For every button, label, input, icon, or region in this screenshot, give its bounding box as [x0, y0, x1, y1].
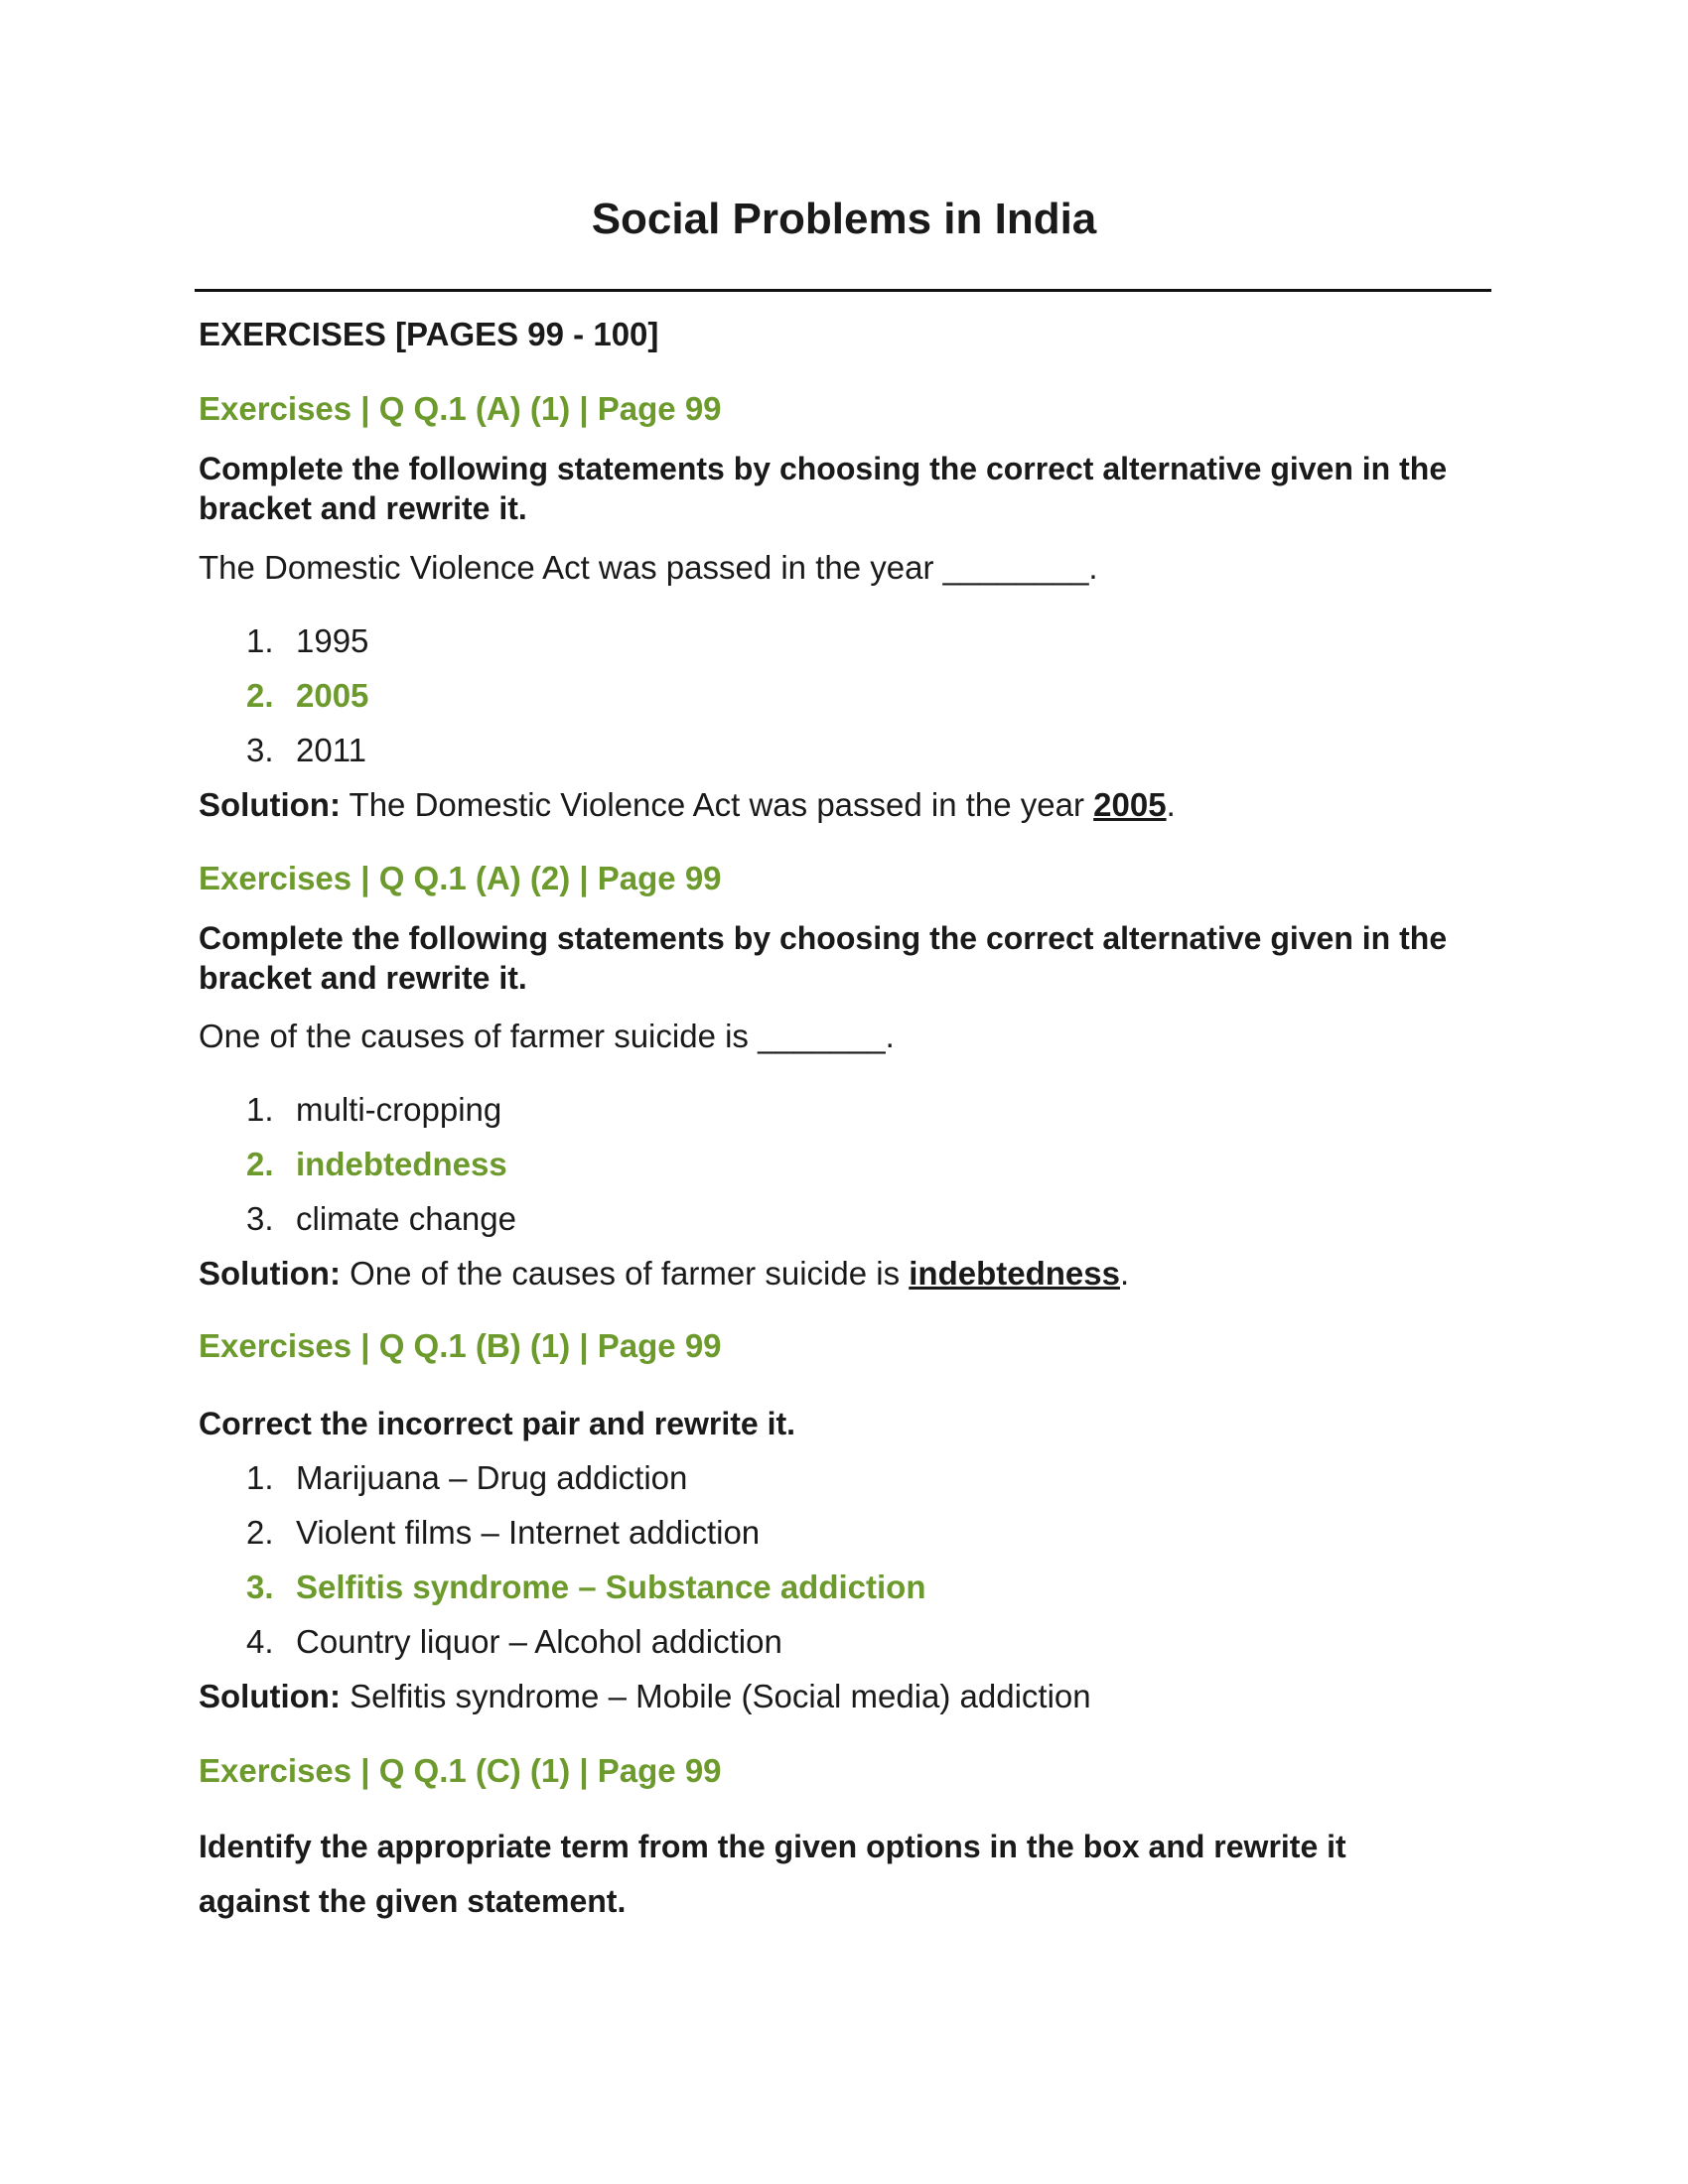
solution-answer: indebtedness	[909, 1255, 1120, 1292]
solution	[199, 1678, 1091, 1715]
option-number: 1.	[246, 1091, 274, 1128]
solution-end: .	[1166, 786, 1176, 823]
option-number: 1.	[246, 622, 274, 659]
solution-text: Selfitis syndrome – Mobile (Social media) addiction	[350, 1678, 1091, 1714]
option-number: 1.	[246, 1459, 274, 1496]
option-text: climate change	[296, 1200, 516, 1237]
section-heading: EXERCISES [PAGES 99 - 100]	[199, 316, 659, 352]
correct-option-item	[246, 1146, 507, 1183]
title-divider	[195, 289, 1491, 292]
option-number: 2.	[246, 1514, 274, 1551]
option-text: indebtedness	[296, 1146, 507, 1182]
option-number: 3.	[246, 732, 274, 768]
option-text: 2011	[296, 732, 366, 768]
option-text: Country liquor – Alcohol addiction	[296, 1623, 782, 1660]
question-reference: Exercises | Q Q.1 (A) (1) | Page 99	[199, 390, 722, 427]
option-number: 2.	[246, 1146, 274, 1182]
option-item	[246, 622, 368, 660]
option-item	[246, 1623, 782, 1661]
question-reference: Exercises | Q Q.1 (A) (2) | Page 99	[199, 860, 722, 896]
solution-label: Solution:	[199, 1678, 341, 1714]
question-instruction: Complete the following statements by choosing the correct alternative given in the bracket and rewrite it.	[199, 920, 1448, 996]
option-text: 2005	[296, 677, 369, 714]
option-item	[246, 1091, 501, 1129]
option-item	[246, 1514, 760, 1552]
option-text: 1995	[296, 622, 369, 659]
solution	[199, 786, 1176, 824]
question-stem: One of the causes of farmer suicide is _______.	[199, 1018, 895, 1054]
solution-text: One of the causes of farmer suicide is	[350, 1255, 901, 1292]
question-instruction: Correct the incorrect pair and rewrite it.	[199, 1406, 796, 1441]
option-item	[246, 1459, 687, 1497]
solution-text: The Domestic Violence Act was passed in the year	[349, 786, 1084, 823]
question-instruction: Identify the appropriate term from the given options in the box and rewrite it against the given statement.	[199, 1829, 1346, 1919]
document-title: Social Problems in India	[591, 195, 1097, 243]
option-text: Violent films – Internet addiction	[296, 1514, 761, 1551]
option-number: 2.	[246, 677, 274, 714]
option-item	[246, 1200, 516, 1238]
solution-label: Solution:	[199, 1255, 341, 1292]
option-number: 3.	[246, 1200, 274, 1237]
option-number: 3.	[246, 1569, 274, 1605]
option-text: Selfitis syndrome – Substance addiction	[296, 1569, 926, 1605]
solution-label: Solution:	[199, 786, 341, 823]
option-number: 4.	[246, 1623, 274, 1660]
solution-answer: 2005	[1093, 786, 1167, 823]
question-reference: Exercises | Q Q.1 (C) (1) | Page 99	[199, 1752, 722, 1789]
option-item	[246, 732, 366, 769]
question-instruction: Complete the following statements by choosing the correct alternative given in the bracket and rewrite it.	[199, 451, 1448, 526]
correct-option-item	[246, 1569, 926, 1606]
question-reference: Exercises | Q Q.1 (B) (1) | Page 99	[199, 1327, 722, 1364]
option-text: Marijuana – Drug addiction	[296, 1459, 688, 1496]
question-stem: The Domestic Violence Act was passed in the year ________.	[199, 549, 1098, 586]
option-text: multi-cropping	[296, 1091, 502, 1128]
correct-option-item	[246, 677, 368, 715]
solution	[199, 1255, 1129, 1293]
solution-end: .	[1119, 1255, 1130, 1292]
